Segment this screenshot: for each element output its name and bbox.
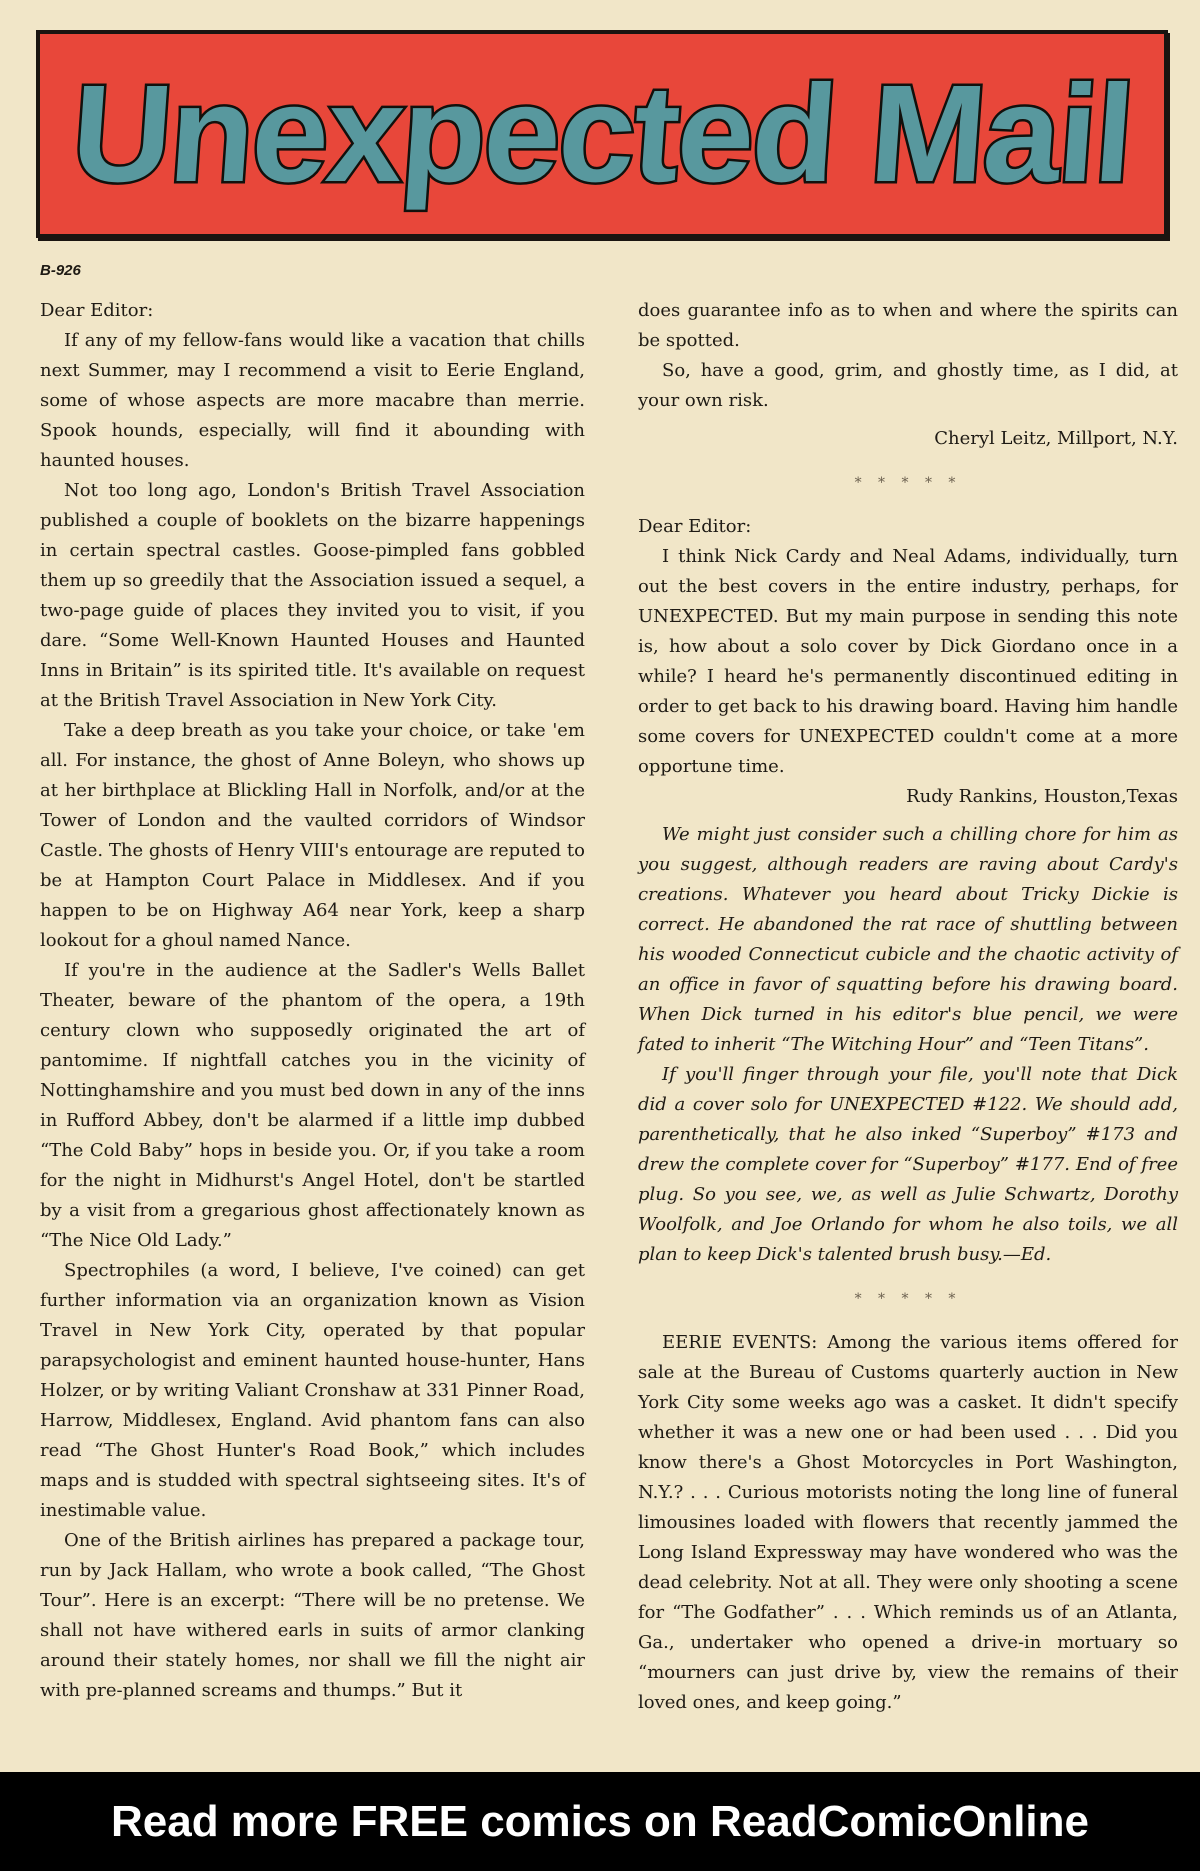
page-title: Unexpected Mail [67,56,1137,211]
editor-reply: We might just consider such a chilling chore for him as you suggest, although readers are raving about Cardy's creations. Whatever you heard about Tricky Dickie is correct. He abandoned the rat race of shuttling between his wooded Connecticut cubicle and the chaotic activity of an office in favor of squatting before his drawing board. When Dick turned in his editor's blue pencil, we were fated to inherit “The Witching Hour” and “Teen Titans”. [638,824,1178,1055]
letter-continuation: does guarantee info as to when and where the spirits can be spotted. [638,300,1178,351]
letter-closing: So, have a good, grim, and ghostly time, as I did, at your own risk. [638,360,1178,411]
read-more-link[interactable]: Read more FREE comics on ReadComicOnline [0,1772,1200,1871]
letter-paragraph: Take a deep breath as you take your choice, or take 'em all. For instance, the ghost of Anne Boleyn, who shows up at her birthplace at Blickling Hall in Norfolk, and/or at the Tower of London and the vaulted corridors of Windsor Castle. The ghosts of Henry VIII's entourage are reputed to be at Hampton Court Palace in Middlesex. And if you happen to be on Highway A64 near York, keep a sharp lookout for a ghoul named Nance. [40,720,585,951]
letter-paragraph: One of the British airlines has prepared a package tour, run by Jack Hallam, who wrote a book called, “The Ghost Tour”. Here is an excerpt: “There will be no pretense. We shall not have withered earls in suits of armor clanking around their stately homes, nor shall we fill the night air with pre-planned screams and thumps.” But it [40,1530,585,1701]
right-column [638,296,1178,1718]
title-banner [36,30,1168,238]
left-column [40,296,585,1706]
letter-paragraph: If you're in the audience at the Sadler's Wells Ballet Theater, beware of the phantom of the opera, a 19th century clown who supposedly originated the art of pantomime. If nightfall catches you in the vicinity of Nottinghamshire and you must bed down in any of the inns in Rufford Abbey, don't be alarmed if a little imp dubbed “The Cold Baby” hops in beside you. Or, if you take a room for the night in Midhurst's Angel Hotel, don't be startled by a visit from a gregarious ghost affectionately known as “The Nice Old Lady.” [40,960,585,1251]
letter-greeting: Dear Editor: [638,516,752,537]
letter-paragraph: Spectrophiles (a word, I believe, I've coined) can get further information via an organization known as Vision Travel in New York City, operated by that popular parapsychologist and eminent haunted house-hunter, Hans Holzer, or by writing Valiant Cronshaw at 331 Pinner Road, Harrow, Middlesex, England. Avid phantom fans can also read “The Ghost Hunter's Road Book,” which includes maps and is studded with spectral sightseeing sites. It's of inestimable value. [40,1260,585,1521]
letter-signature: Cheryl Leitz, Millport, N.Y. [934,428,1178,449]
separator-stars: * * * * * [854,475,962,491]
eerie-events: EERIE EVENTS: Among the various items offered for sale at the Bureau of Customs quarterly auction in New York City some weeks ago was a casket. It didn't specify whether it was a new one or had been used . . . Did you know there's a Ghost Motorcycles in Port Washington, N.Y.? . . . Curious motorists noting the long line of funeral limousines loaded with flowers that recently jammed the Long Island Expressway may have wondered who was the dead celebrity. Not at all. They were only shooting a scene for “The Godfather” . . . Which reminds us of an Atlanta, Ga., undertaker who opened a drive-in mortuary so “mourners can just drive by, view the remains of their loved ones, and keep going.” [638,1332,1178,1713]
letter-paragraph: I think Nick Cardy and Neal Adams, individually, turn out the best covers in the entire industry, perhaps, for UNEXPECTED. But my main purpose in sending this note is, how about a solo cover by Dick Giordano once in a while? I heard he's permanently discontinued editing in order to get back to his drawing board. Having him handle some covers for UNEXPECTED couldn't come at a more opportune time. [638,546,1178,777]
letter-greeting: Dear Editor: [40,300,154,321]
separator-stars: * * * * * [854,1291,962,1307]
letter-paragraph: Not too long ago, London's British Travel Association published a couple of booklets on the bizarre happenings in certain spectral castles. Goose-pimpled fans gobbled them up so greedily that the Association issued a sequel, a two-page guide of places they invited you to visit, if you dare. “Some Well-Known Haunted Houses and Haunted Inns in Britain” is its spirited title. It's available on request at the British Travel Association in New York City. [40,480,585,711]
letter-signature: Rudy Rankins, Houston,Texas [906,786,1178,807]
editor-reply: If you'll finger through your file, you'll note that Dick did a cover solo for UNEXPECTED #122. We should add, parenthetically, that he also inked “Superboy” #173 and drew the complete cover for “Superboy” #177. End of free plug. So you see, we, as well as Julie Schwartz, Dorothy Woolfolk, and Joe Orlando for whom he also toils, we all plan to keep Dick's talented brush busy.—Ed. [638,1064,1178,1265]
page-code: B-926 [40,262,81,279]
letter-paragraph: If any of my fellow-fans would like a vacation that chills next Summer, may I recommend a visit to Eerie England, some of whose aspects are more macabre than merrie. Spook hounds, especially, will find it abounding with haunted houses. [40,330,585,471]
